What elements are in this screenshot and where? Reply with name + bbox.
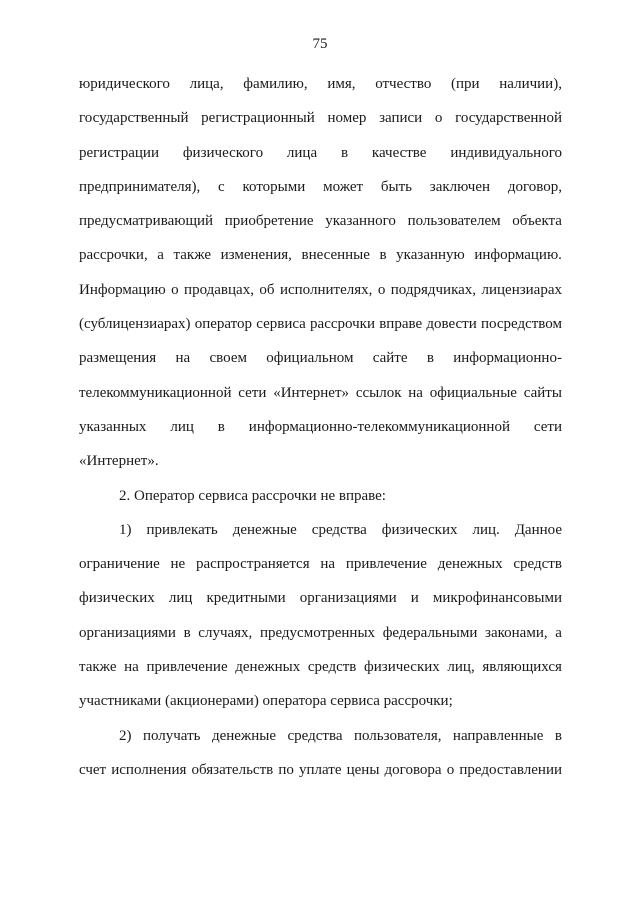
word: привлекать (146, 521, 218, 538)
word: получать (142, 727, 201, 744)
word: и (410, 590, 419, 607)
word: привлечение (146, 659, 228, 676)
word: которыми (242, 178, 306, 195)
word: ограничение (79, 556, 160, 573)
word: пользователем (407, 213, 501, 230)
word: лицензиарах (481, 281, 562, 298)
word: в (554, 727, 562, 744)
text-line (79, 170, 562, 204)
word: рассрочки (310, 316, 375, 333)
text-line (79, 307, 562, 341)
word: сайты (523, 384, 562, 401)
word: федеральными (382, 624, 478, 641)
word: имя, (327, 76, 356, 92)
text-line: «Интернет». (79, 453, 159, 470)
word: лиц. (472, 521, 500, 538)
word: в (426, 350, 434, 367)
word: о (446, 761, 455, 778)
word: о (377, 281, 386, 298)
word: государственной (455, 110, 562, 127)
word: изменения, (220, 247, 292, 264)
word: цены (346, 761, 380, 778)
word: качестве (371, 144, 427, 161)
word: а (157, 247, 164, 264)
word: на (408, 384, 423, 401)
word: также (173, 247, 212, 264)
word: физических (364, 659, 440, 676)
word: денежные (232, 521, 297, 538)
text-line (79, 136, 562, 170)
word: организациями (79, 624, 176, 641)
word: средства (287, 727, 343, 744)
text-line (79, 650, 562, 684)
word: приобретение (224, 213, 314, 230)
word: сервиса (256, 316, 306, 333)
text-line (79, 547, 562, 581)
word: а (555, 624, 562, 641)
word: указанных (79, 418, 147, 435)
word: предоставлении (459, 761, 562, 778)
word: счет (79, 761, 107, 778)
word: официальные (429, 384, 517, 401)
word: средства (311, 521, 367, 538)
word: размещения (79, 350, 157, 367)
word: указанную (396, 247, 465, 264)
text-line: участниками (акционерами) оператора сервиса рассрочки; (79, 693, 453, 710)
word: Информацию (79, 281, 166, 298)
word: средств (307, 659, 357, 676)
word: сети (238, 384, 267, 401)
word: исполнителях, (279, 281, 373, 298)
word: фамилию, (243, 76, 308, 92)
word: рассрочки, (79, 247, 148, 264)
word: микрофинансовыми (432, 590, 562, 607)
word: «Интернет» (273, 384, 350, 401)
text-line (79, 273, 562, 307)
word: направленные (452, 727, 544, 744)
word: лиц (170, 418, 194, 435)
text-line (79, 67, 562, 101)
word: законами, (485, 624, 548, 641)
word: внесенные (301, 247, 370, 264)
word: регистрационный (201, 110, 315, 127)
word: физических (79, 590, 155, 607)
word: регистрации (79, 144, 159, 161)
word: организациями (299, 590, 397, 607)
text-line (79, 376, 562, 410)
text-line (79, 410, 562, 444)
word: лиц, (447, 659, 475, 676)
word: продавцах, (184, 281, 254, 298)
text-line: 2. Оператор сервиса рассрочки не вправе: (119, 487, 386, 504)
word: оператор (194, 316, 253, 333)
word: также (79, 659, 117, 676)
word: распространяется (195, 556, 310, 573)
word: отчество (375, 76, 432, 92)
word: кредитными (206, 590, 286, 607)
word: договор, (507, 178, 562, 195)
text-line (79, 581, 562, 615)
word: индивидуального (450, 144, 562, 161)
word: денежных (437, 556, 503, 573)
word: привлечение (345, 556, 427, 573)
word: предусмотренных (259, 624, 376, 641)
word: информационно-телекоммуникационной (248, 418, 510, 435)
word: обязательств (191, 761, 274, 778)
word: физического (182, 144, 264, 161)
word: являющихся (482, 659, 562, 676)
word: заключен (429, 178, 491, 195)
word: юридического (79, 76, 170, 92)
word: договора (384, 761, 442, 778)
word: предпринимателя), (79, 178, 201, 195)
document-body (79, 67, 562, 787)
word: 2) (119, 727, 132, 744)
word: официальном (266, 350, 354, 367)
word: о (171, 281, 179, 298)
word: не (170, 556, 186, 573)
word: ссылок (355, 384, 402, 401)
word: номер (327, 110, 367, 127)
word: лиц (168, 590, 193, 607)
word: сайте (372, 350, 408, 367)
word: может (323, 178, 364, 195)
word: на (124, 659, 139, 676)
word: средств (513, 556, 562, 573)
word: в (379, 247, 387, 264)
word: на (175, 350, 191, 367)
word: в (340, 144, 349, 161)
word: указанного (325, 213, 396, 230)
word: быть (380, 178, 412, 195)
page-number: 75 (312, 36, 328, 52)
word: объекта (512, 213, 562, 230)
text-line (79, 101, 562, 135)
word: физических (381, 521, 458, 538)
word: случаях, (198, 624, 253, 641)
word: в (217, 418, 225, 435)
word: пользователя, (353, 727, 442, 744)
text-line (79, 341, 562, 375)
word: информацию. (474, 247, 562, 264)
word: своем (209, 350, 247, 367)
word: об (259, 281, 275, 298)
word: лица, (189, 76, 224, 92)
text-line (79, 204, 562, 238)
word: наличии), (499, 76, 562, 92)
word: предусматривающий (79, 213, 214, 230)
word: вправе (379, 316, 423, 333)
text-line (79, 616, 562, 650)
text-line (79, 513, 562, 547)
text-line (79, 753, 562, 787)
word: телекоммуникационной (79, 384, 232, 401)
word: информационно- (453, 350, 562, 367)
word: денежных (235, 659, 301, 676)
word: в (183, 624, 191, 641)
word: уплате (298, 761, 342, 778)
word: исполнения (111, 761, 187, 778)
word: (сублицензиарах) (79, 316, 191, 333)
word: на (320, 556, 336, 573)
word: довести (426, 316, 477, 333)
word: о (434, 110, 443, 127)
text-line (79, 719, 562, 753)
word: по (278, 761, 294, 778)
word: лица (286, 144, 318, 161)
word: с (218, 178, 225, 195)
word: подрядчиках, (390, 281, 477, 298)
word: 1) (119, 521, 132, 538)
word: денежные (211, 727, 277, 744)
word: Данное (514, 521, 562, 538)
text-line (79, 238, 562, 272)
word: записи (379, 110, 423, 127)
word: (при (451, 76, 480, 92)
word: государственный (79, 110, 189, 127)
word: посредством (480, 316, 562, 333)
word: сети (533, 418, 562, 435)
